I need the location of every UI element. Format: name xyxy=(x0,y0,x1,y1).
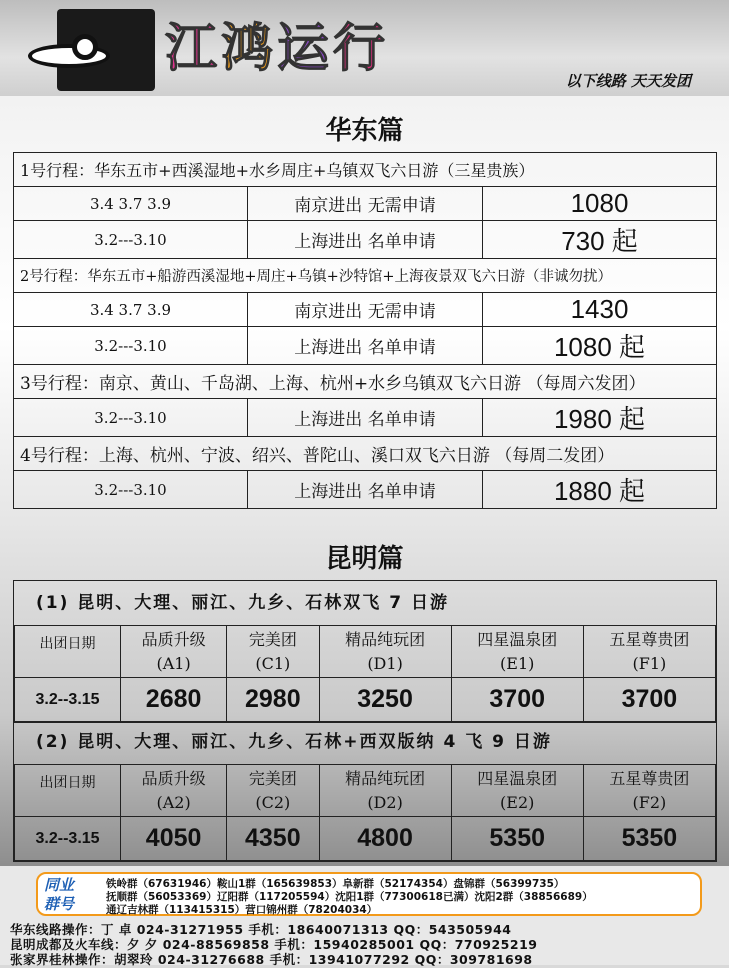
trip-date: 3.4 3.7 3.9 xyxy=(14,293,248,327)
header xyxy=(0,0,729,96)
table-row xyxy=(14,293,717,327)
column-header: 四星温泉团 (E1) xyxy=(451,626,583,678)
contact-line: 华东线路操作：丁 卓 024-31271955 手机：18640071313 QQ：543505944 xyxy=(10,922,512,937)
price-cell: 4800 xyxy=(319,817,451,861)
table-row xyxy=(14,399,717,437)
column-header: 完美团 (C2) xyxy=(227,765,319,817)
column-header: 出团日期 xyxy=(15,765,121,817)
price-cell: 5350 xyxy=(583,817,715,861)
trip-gateway: 南京进出 无需申请 xyxy=(248,187,483,221)
tour-price-table xyxy=(14,625,716,722)
column-header: 出团日期 xyxy=(15,626,121,678)
price-cell: 2980 xyxy=(227,678,319,722)
table-row xyxy=(14,327,717,365)
group-label: 同业 群号 xyxy=(44,876,75,913)
tour-title: (1) 昆明、大理、丽江、九乡、石林双飞 7 日游 xyxy=(36,593,449,613)
price-cell: 3250 xyxy=(319,678,451,722)
column-header: 品质升级 (A2) xyxy=(121,765,227,817)
column-header: 精品纯玩团 (D2) xyxy=(319,765,451,817)
trip-date: 3.2---3.10 xyxy=(14,399,248,437)
price-cell: 3700 xyxy=(583,678,715,722)
column-header: 精品纯玩团 (D1) xyxy=(319,626,451,678)
tour-title: (2) 昆明、大理、丽江、九乡、石林+西双版纳 4 飞 9 日游 xyxy=(36,732,552,752)
contact-line: 昆明成都及火车线：夕 夕 024-88569858 手机：15940285001 QQ：770925219 xyxy=(10,937,538,952)
table-row xyxy=(15,765,716,817)
table-row xyxy=(14,471,717,509)
trip-price: 1080 起 xyxy=(483,327,717,365)
trip-price: 1080 xyxy=(483,187,717,221)
kunming-section-title: 昆明篇 xyxy=(325,544,404,574)
column-header: 四星温泉团 (E2) xyxy=(451,765,583,817)
slogan: 以下线路 天天发团 xyxy=(565,72,691,90)
trip-price: 1430 xyxy=(483,293,717,327)
price-cell: 4350 xyxy=(227,817,319,861)
trade-group-box xyxy=(36,872,702,916)
column-header: 品质升级 (A1) xyxy=(121,626,227,678)
trip-date: 3.2---3.10 xyxy=(14,471,248,509)
trip-title: 3号行程：南京、黄山、千岛湖、上海、杭州+水乡乌镇双飞六日游 （每周六发团） xyxy=(14,365,717,399)
column-header: 五星尊贵团 (F2) xyxy=(583,765,715,817)
trip-date: 3.2---3.10 xyxy=(14,327,248,365)
column-header: 完美团 (C1) xyxy=(227,626,319,678)
trip-date: 3.4 3.7 3.9 xyxy=(14,187,248,221)
footer xyxy=(0,866,729,965)
price-cell: 5350 xyxy=(451,817,583,861)
brand-name: 江鸿运行 xyxy=(165,18,390,79)
trip-gateway: 上海进出 名单申请 xyxy=(248,399,483,437)
table-row xyxy=(15,817,716,861)
trip-title: 4号行程：上海、杭州、宁波、绍兴、普陀山、溪口双飞六日游 （每周二发团） xyxy=(14,437,717,471)
group-numbers: 抚顺群（56053369）辽阳群（117205594）沈阳1群（77300618已满）沈阳2群（38856689） xyxy=(106,891,593,903)
cloud-swirl-icon xyxy=(72,34,98,60)
contact-line: 张家界桂林操作：胡翠玲 024-31276688 手机：13941077292 QQ：309781698 xyxy=(10,952,533,967)
table-row xyxy=(14,187,717,221)
group-numbers: 通辽吉林群（113415315）营口锦州群（78204034） xyxy=(106,904,378,916)
trip-gateway: 上海进出 名单申请 xyxy=(248,327,483,365)
price-cell: 2680 xyxy=(121,678,227,722)
kunming-tour-2 xyxy=(13,720,717,862)
column-header: 五星尊贵团 (F1) xyxy=(583,626,715,678)
tour-price-table xyxy=(14,764,716,861)
trip-gateway: 上海进出 名单申请 xyxy=(248,471,483,509)
departure-date: 3.2--3.15 xyxy=(15,817,121,861)
kunming-tour-1 xyxy=(13,580,717,723)
departure-date: 3.2--3.15 xyxy=(15,678,121,722)
east-section-title: 华东篇 xyxy=(325,116,404,146)
price-cell: 4050 xyxy=(121,817,227,861)
group-numbers: 铁岭群（67631946）鞍山1群（165639853）阜新群（52174354）盘锦群（56399735） xyxy=(106,878,565,890)
price-cell: 3700 xyxy=(451,678,583,722)
trip-gateway: 南京进出 无需申请 xyxy=(248,293,483,327)
trip-title: 1号行程：华东五市+西溪湿地+水乡周庄+乌镇双飞六日游（三星贵族） xyxy=(14,153,717,187)
trip-date: 3.2---3.10 xyxy=(14,221,248,259)
east-table xyxy=(13,152,717,509)
trip-gateway: 上海进出 名单申请 xyxy=(248,221,483,259)
table-row xyxy=(15,678,716,722)
trip-price: 1980 起 xyxy=(483,399,717,437)
trip-price: 730 起 xyxy=(483,221,717,259)
table-row xyxy=(14,221,717,259)
trip-title: 2号行程：华东五市+船游西溪湿地+周庄+乌镇+沙特馆+上海夜景双飞六日游（非诚勿扰） xyxy=(14,259,717,293)
trip-price: 1880 起 xyxy=(483,471,717,509)
table-row xyxy=(15,626,716,678)
